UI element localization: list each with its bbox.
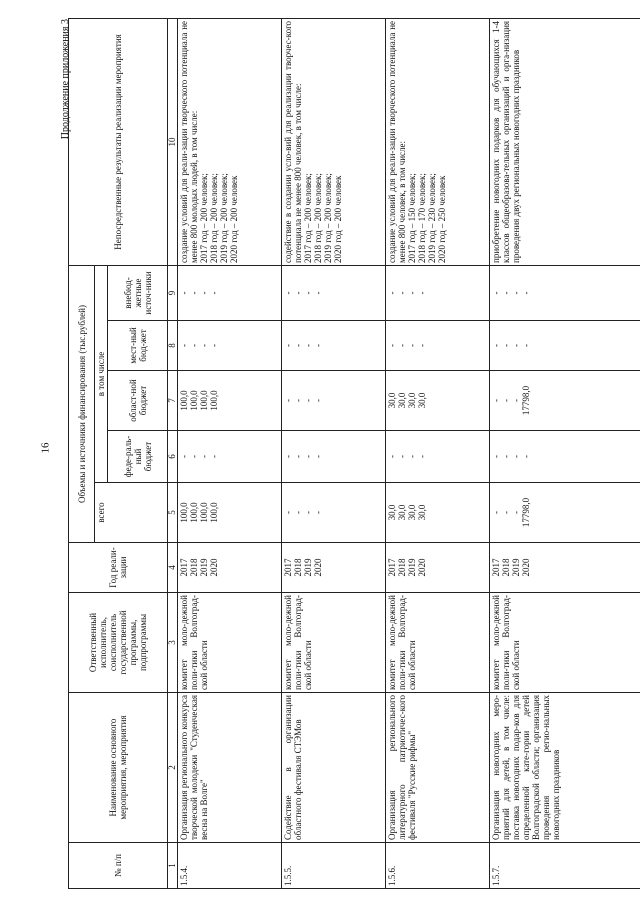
header-year: Год реали-зации: [69, 543, 168, 593]
result-line: 2018 год – 170 человек;: [417, 173, 427, 263]
col-number: 9: [168, 265, 178, 320]
year-cell-value: 2020: [313, 558, 323, 577]
result-cell: [490, 18, 640, 265]
responsible-executor: комитет моло-дежной поли-тики Волгоград-ской области: [490, 593, 640, 693]
year-cell-value: 2019: [407, 558, 417, 577]
total-cell: [490, 483, 640, 543]
regional-budget-cell: [282, 371, 386, 431]
total-cell-value: 100,0: [209, 502, 219, 523]
extrabudgetary-cell-value: -: [179, 291, 189, 295]
year-cell-value: 2018: [501, 558, 511, 577]
local-budget-cell-value: -: [417, 344, 427, 347]
result-line: создание условий для реали-зации творческого потенциала не менее 800 молодых людей, в том числе:: [179, 20, 199, 263]
regional-budget-cell: [386, 371, 490, 431]
activity-name: Организация новогодних меро-приятий для детей, в том числе: поставка новогодних подар-ков для определенной кате-гории детей Волгоградской области; организация проведения регио-нальных новогодних праздников: [490, 693, 640, 843]
year-cell: [490, 543, 640, 593]
year-cell-value: 2017: [283, 558, 293, 577]
col-number: 8: [168, 321, 178, 371]
year-cell-value: 2018: [293, 558, 303, 577]
year-cell-value: 2017: [491, 558, 501, 577]
extrabudgetary-cell-value: -: [303, 291, 313, 295]
extrabudgetary-cell-value: -: [313, 291, 323, 295]
col-number: 3: [168, 593, 178, 693]
federal-budget-cell-value: -: [283, 455, 293, 458]
row-number: 1.5.7.: [490, 843, 640, 889]
federal-budget-cell-value: -: [491, 455, 501, 458]
extrabudgetary-cell-value: -: [387, 291, 397, 295]
local-budget-cell-value: -: [501, 344, 511, 347]
regional-budget-cell: [178, 371, 282, 431]
col-number: 6: [168, 431, 178, 483]
year-cell: [178, 543, 282, 593]
year-cell-value: 2020: [209, 558, 219, 577]
regional-budget-cell-value: 17798,0: [521, 385, 531, 416]
regional-budget-cell-value: 100,0: [209, 390, 219, 411]
result-cell: [386, 18, 490, 265]
responsible-executor: комитет моло-дежной поли-тики Волгоград-ской области: [386, 593, 490, 693]
table-row: [178, 18, 282, 888]
header-finance: Объемы и источники финансирования (тыс.рублей): [69, 265, 95, 542]
year-cell-value: 2017: [179, 558, 189, 577]
total-cell-value: 30,0: [387, 504, 397, 521]
regional-budget-cell-value: -: [313, 399, 323, 402]
total-cell: [178, 483, 282, 543]
total-cell-value: 30,0: [397, 504, 407, 521]
local-budget-cell: [386, 321, 490, 371]
col-number: 4: [168, 543, 178, 593]
extrabudgetary-cell-value: -: [209, 291, 219, 295]
federal-budget-cell-value: -: [199, 455, 209, 458]
result-line: 2019 год – 230 человек;: [427, 173, 437, 263]
extrabudgetary-cell: [282, 265, 386, 320]
federal-budget-cell-value: -: [303, 455, 313, 458]
extrabudgetary-cell-value: -: [521, 291, 531, 295]
local-budget-cell-value: -: [189, 344, 199, 347]
row-number: 1.5.4.: [178, 843, 282, 889]
federal-budget-cell-value: -: [313, 455, 323, 458]
local-budget-cell-value: -: [283, 344, 293, 347]
activity-name: Содействие в организации областного фестиваля СТЭМов: [282, 693, 386, 843]
regional-budget-cell-value: -: [293, 399, 303, 402]
federal-budget-cell-value: -: [209, 455, 219, 458]
regional-budget-cell-value: -: [283, 399, 293, 402]
result-line: 2020 год – 200 человек: [229, 175, 239, 263]
extrabudgetary-cell-value: -: [397, 291, 407, 295]
federal-budget-cell-value: -: [397, 455, 407, 458]
result-line: 2017 год – 150 человек;: [407, 173, 417, 263]
local-budget-cell-value: -: [303, 344, 313, 347]
federal-budget-cell: [386, 431, 490, 483]
federal-budget-cell-value: -: [501, 455, 511, 458]
header-incl: в том числе: [95, 265, 108, 482]
header-fed: феде-раль-ный бюджет: [108, 431, 168, 483]
regional-budget-cell-value: -: [491, 399, 501, 402]
total-cell-value: 17798,0: [521, 497, 531, 528]
header-num: № п/п: [69, 843, 168, 889]
federal-budget-cell: [282, 431, 386, 483]
extrabudgetary-cell-value: -: [501, 291, 511, 295]
federal-budget-cell: [178, 431, 282, 483]
result-line: содействие в создании усло-вий для реализации творчес-кого потенциала не менее 800 человек, в том числе:: [283, 20, 303, 263]
header-obl: област-ной бюджет: [108, 371, 168, 431]
header-name: Наименование основного мероприятия, мероприятия: [69, 693, 168, 843]
year-cell-value: 2019: [303, 558, 313, 577]
total-cell-value: 30,0: [407, 504, 417, 521]
result-line: 2018 год – 200 человек;: [313, 173, 323, 263]
extrabudgetary-cell-value: -: [511, 291, 521, 295]
federal-budget-cell-value: -: [179, 455, 189, 458]
federal-budget-cell-value: -: [407, 455, 417, 458]
result-line: создание условий для реали-зации творческого потенциала не менее 800 человек, в том числе:: [387, 20, 407, 263]
regional-budget-cell: [490, 371, 640, 431]
extrabudgetary-cell: [386, 265, 490, 320]
local-budget-cell-value: -: [491, 344, 501, 347]
regional-budget-cell-value: 30,0: [407, 392, 417, 409]
regional-budget-cell-value: 100,0: [179, 390, 189, 411]
year-cell: [282, 543, 386, 593]
year-cell-value: 2020: [521, 558, 531, 577]
total-cell-value: 100,0: [179, 502, 189, 523]
result-line: 2020 год – 250 человек: [437, 175, 447, 263]
total-cell-value: -: [511, 511, 521, 514]
extrabudgetary-cell: [178, 265, 282, 320]
result-cell: [178, 18, 282, 265]
header-local: мест-ный бюд-жет: [108, 321, 168, 371]
total-cell-value: -: [283, 511, 293, 514]
local-budget-cell-value: -: [293, 344, 303, 347]
regional-budget-cell-value: 30,0: [397, 392, 407, 409]
col-number: 7: [168, 371, 178, 431]
local-budget-cell-value: -: [313, 344, 323, 347]
header-result: Непосредственные результаты реализации мероприятия: [69, 18, 168, 265]
extrabudgetary-cell-value: -: [283, 291, 293, 295]
responsible-executor: комитет моло-дежной поли-тики Волгоград-ской области: [282, 593, 386, 693]
result-line: 2019 год – 200 человек;: [323, 173, 333, 263]
local-budget-cell-value: -: [407, 344, 417, 347]
result-line: приобретение новогодних подарков для обучающихся 1-4 классов общеобразова-тельных организаций и орга-низация проведения двух региональных новогодних праздников: [491, 20, 521, 263]
table-row: [386, 18, 490, 888]
col-number: 1: [168, 843, 178, 889]
extrabudgetary-cell: [490, 265, 640, 320]
extrabudgetary-cell-value: -: [189, 291, 199, 295]
extrabudgetary-cell-value: -: [417, 291, 427, 295]
page-number: 16: [39, 442, 52, 454]
activity-name: Организация регионального литературного патриотичес-кого фестиваля "Русские рифмы": [386, 693, 490, 843]
rotated-page: [60, 19, 620, 889]
local-budget-cell: [178, 321, 282, 371]
year-cell-value: 2018: [189, 558, 199, 577]
federal-budget-cell-value: -: [387, 455, 397, 458]
extrabudgetary-cell-value: -: [407, 291, 417, 295]
total-cell-value: 100,0: [199, 502, 209, 523]
local-budget-cell-value: -: [521, 344, 531, 347]
column-number-row: [168, 18, 178, 888]
total-cell-value: -: [293, 511, 303, 514]
continuation-note: Продолжение приложения 3: [60, 19, 71, 140]
federal-budget-cell: [490, 431, 640, 483]
local-budget-cell-value: -: [387, 344, 397, 347]
regional-budget-cell-value: 30,0: [387, 392, 397, 409]
total-cell-value: -: [491, 511, 501, 514]
extrabudgetary-cell-value: -: [199, 291, 209, 295]
total-cell-value: -: [313, 511, 323, 514]
regional-budget-cell-value: 30,0: [417, 392, 427, 409]
local-budget-cell-value: -: [199, 344, 209, 347]
col-number: 2: [168, 693, 178, 843]
year-cell-value: 2019: [511, 558, 521, 577]
program-table: [68, 18, 640, 889]
result-line: 2018 год – 200 человек;: [209, 173, 219, 263]
year-cell-value: 2018: [397, 558, 407, 577]
table-row: [490, 18, 640, 888]
result-line: 2020 год – 200 человек: [333, 175, 343, 263]
federal-budget-cell-value: -: [293, 455, 303, 458]
extrabudgetary-cell-value: -: [491, 291, 501, 295]
year-cell-value: 2020: [417, 558, 427, 577]
regional-budget-cell-value: -: [511, 399, 521, 402]
table-row: [282, 18, 386, 888]
federal-budget-cell-value: -: [511, 455, 521, 458]
extrabudgetary-cell-value: -: [293, 291, 303, 295]
regional-budget-cell-value: -: [501, 399, 511, 402]
local-budget-cell-value: -: [511, 344, 521, 347]
regional-budget-cell-value: 100,0: [189, 390, 199, 411]
federal-budget-cell-value: -: [521, 455, 531, 458]
header-resp: Ответственный исполнитель, соисполнитель государственной программы, подпрограммы: [69, 593, 168, 693]
row-number: 1.5.6.: [386, 843, 490, 889]
result-line: 2017 год – 200 человек;: [199, 173, 209, 263]
header-total: всего: [95, 483, 168, 543]
year-cell-value: 2019: [199, 558, 209, 577]
total-cell-value: 100,0: [189, 502, 199, 523]
activity-name: Организация регионального конкурса творческой молодежи "Студенческая весна на Волге": [178, 693, 282, 843]
result-line: 2019 год – 200 человек;: [219, 173, 229, 263]
local-budget-cell-value: -: [179, 344, 189, 347]
year-cell-value: 2017: [387, 558, 397, 577]
regional-budget-cell-value: 100,0: [199, 390, 209, 411]
col-number: 5: [168, 483, 178, 543]
local-budget-cell: [282, 321, 386, 371]
year-cell: [386, 543, 490, 593]
federal-budget-cell-value: -: [417, 455, 427, 458]
local-budget-cell-value: -: [397, 344, 407, 347]
responsible-executor: комитет моло-дежной поли-тики Волгоград-ской области: [178, 593, 282, 693]
total-cell: [386, 483, 490, 543]
total-cell-value: 30,0: [417, 504, 427, 521]
total-cell-value: -: [303, 511, 313, 514]
result-line: 2017 год – 200 человек;: [303, 173, 313, 263]
local-budget-cell: [490, 321, 640, 371]
col-number: 10: [168, 18, 178, 265]
result-cell: [282, 18, 386, 265]
regional-budget-cell-value: -: [303, 399, 313, 402]
row-number: 1.5.5.: [282, 843, 386, 889]
header-extra: внебюд-жетные источ-ники: [108, 265, 168, 320]
local-budget-cell-value: -: [209, 344, 219, 347]
federal-budget-cell-value: -: [189, 455, 199, 458]
total-cell: [282, 483, 386, 543]
total-cell-value: -: [501, 511, 511, 514]
